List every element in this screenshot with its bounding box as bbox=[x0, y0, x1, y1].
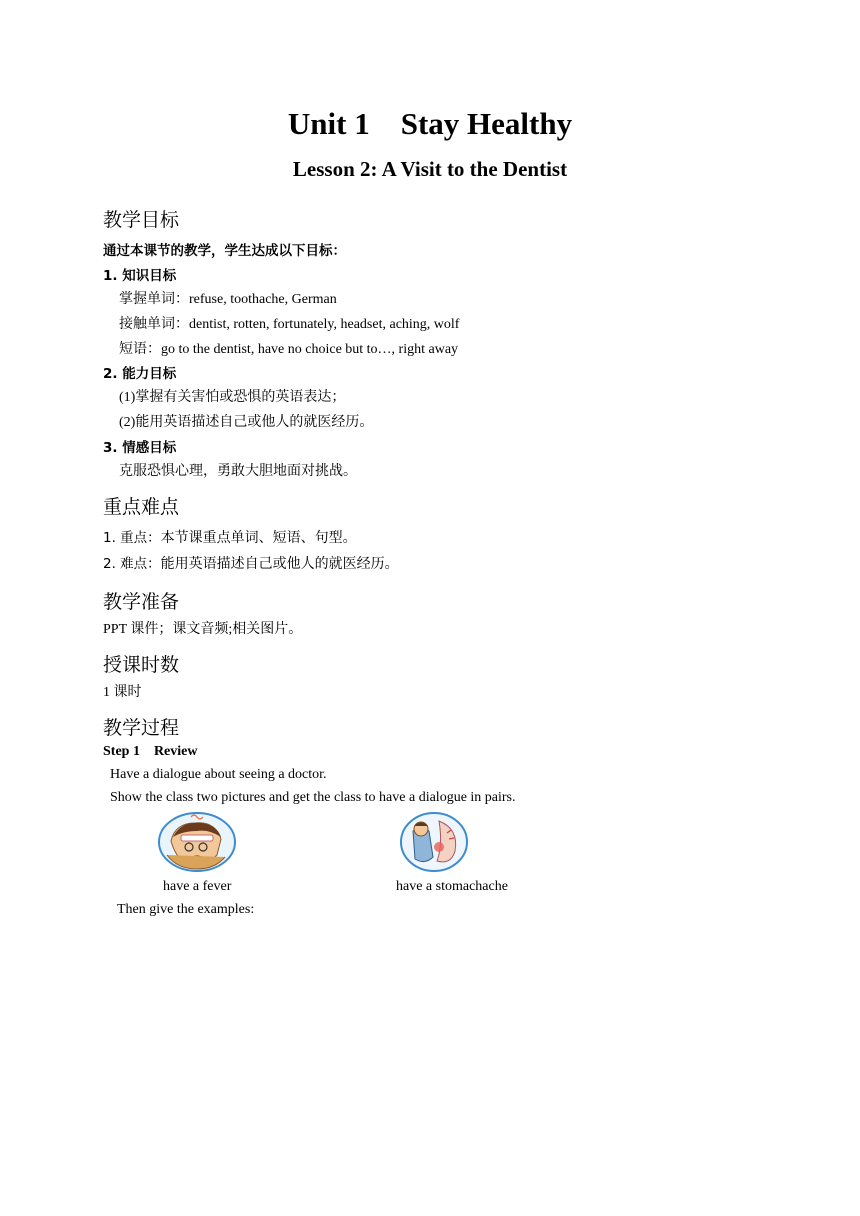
process-heading: 教学过程 bbox=[103, 717, 180, 739]
unit-title: Unit 1 Stay Healthy bbox=[287, 106, 573, 141]
preparation-text: PPT 课件；课文音频;相关图片。 bbox=[103, 622, 303, 637]
key-point-label: 1. 重点： bbox=[103, 530, 161, 546]
objectives-heading: 教学目标 bbox=[103, 209, 180, 231]
ability-item-2: (2)能用英语描述自己或他人的就医经历。 bbox=[119, 415, 374, 430]
stomachache-caption: have a stomachache bbox=[396, 879, 508, 894]
emotion-label: 3. 情感目标 bbox=[103, 440, 177, 456]
ability-item-1: (1)掌握有关害怕或恐惧的英语表达； bbox=[119, 390, 346, 405]
emotion-item-1: 克服恐惧心理，勇敢大胆地面对挑战。 bbox=[119, 464, 357, 479]
fever-picture bbox=[157, 811, 237, 873]
stomachache-picture bbox=[399, 811, 469, 873]
fever-caption: have a fever bbox=[163, 879, 232, 894]
key-point-text: 本节课重点单词、短语、句型。 bbox=[160, 531, 357, 546]
process-line-1: Have a dialogue about seeing a doctor. bbox=[110, 767, 327, 782]
step1-title: Step 1 Review bbox=[103, 744, 198, 759]
exposure-words: 接触单词：dentist, rotten, fortunately, headset, aching, wolf bbox=[119, 317, 460, 332]
master-words: 掌握单词：refuse, toothache, German bbox=[119, 292, 337, 307]
difficulty-label: 2. 难点： bbox=[103, 556, 161, 572]
knowledge-label: 1. 知识目标 bbox=[103, 268, 177, 284]
ability-label: 2. 能力目标 bbox=[103, 366, 177, 382]
hours-text: 1 课时 bbox=[103, 685, 142, 700]
key-points-heading: 重点难点 bbox=[103, 496, 180, 518]
difficulty-text: 能用英语描述自己或他人的就医经历。 bbox=[160, 557, 399, 572]
lesson-title: Lesson 2: A Visit to the Dentist bbox=[292, 157, 568, 181]
preparation-heading: 教学准备 bbox=[103, 591, 180, 613]
hours-heading: 授课时数 bbox=[103, 654, 180, 676]
process-line-2: Show the class two pictures and get the class to have a dialogue in pairs. bbox=[110, 790, 516, 805]
process-line-3: Then give the examples: bbox=[117, 902, 255, 917]
phrases: 短语：go to the dentist, have no choice but to…, right away bbox=[119, 342, 459, 357]
key-point-line bbox=[103, 526, 357, 547]
objectives-intro: 通过本课节的教学，学生达成以下目标： bbox=[103, 243, 346, 259]
difficulty-line bbox=[103, 552, 399, 573]
